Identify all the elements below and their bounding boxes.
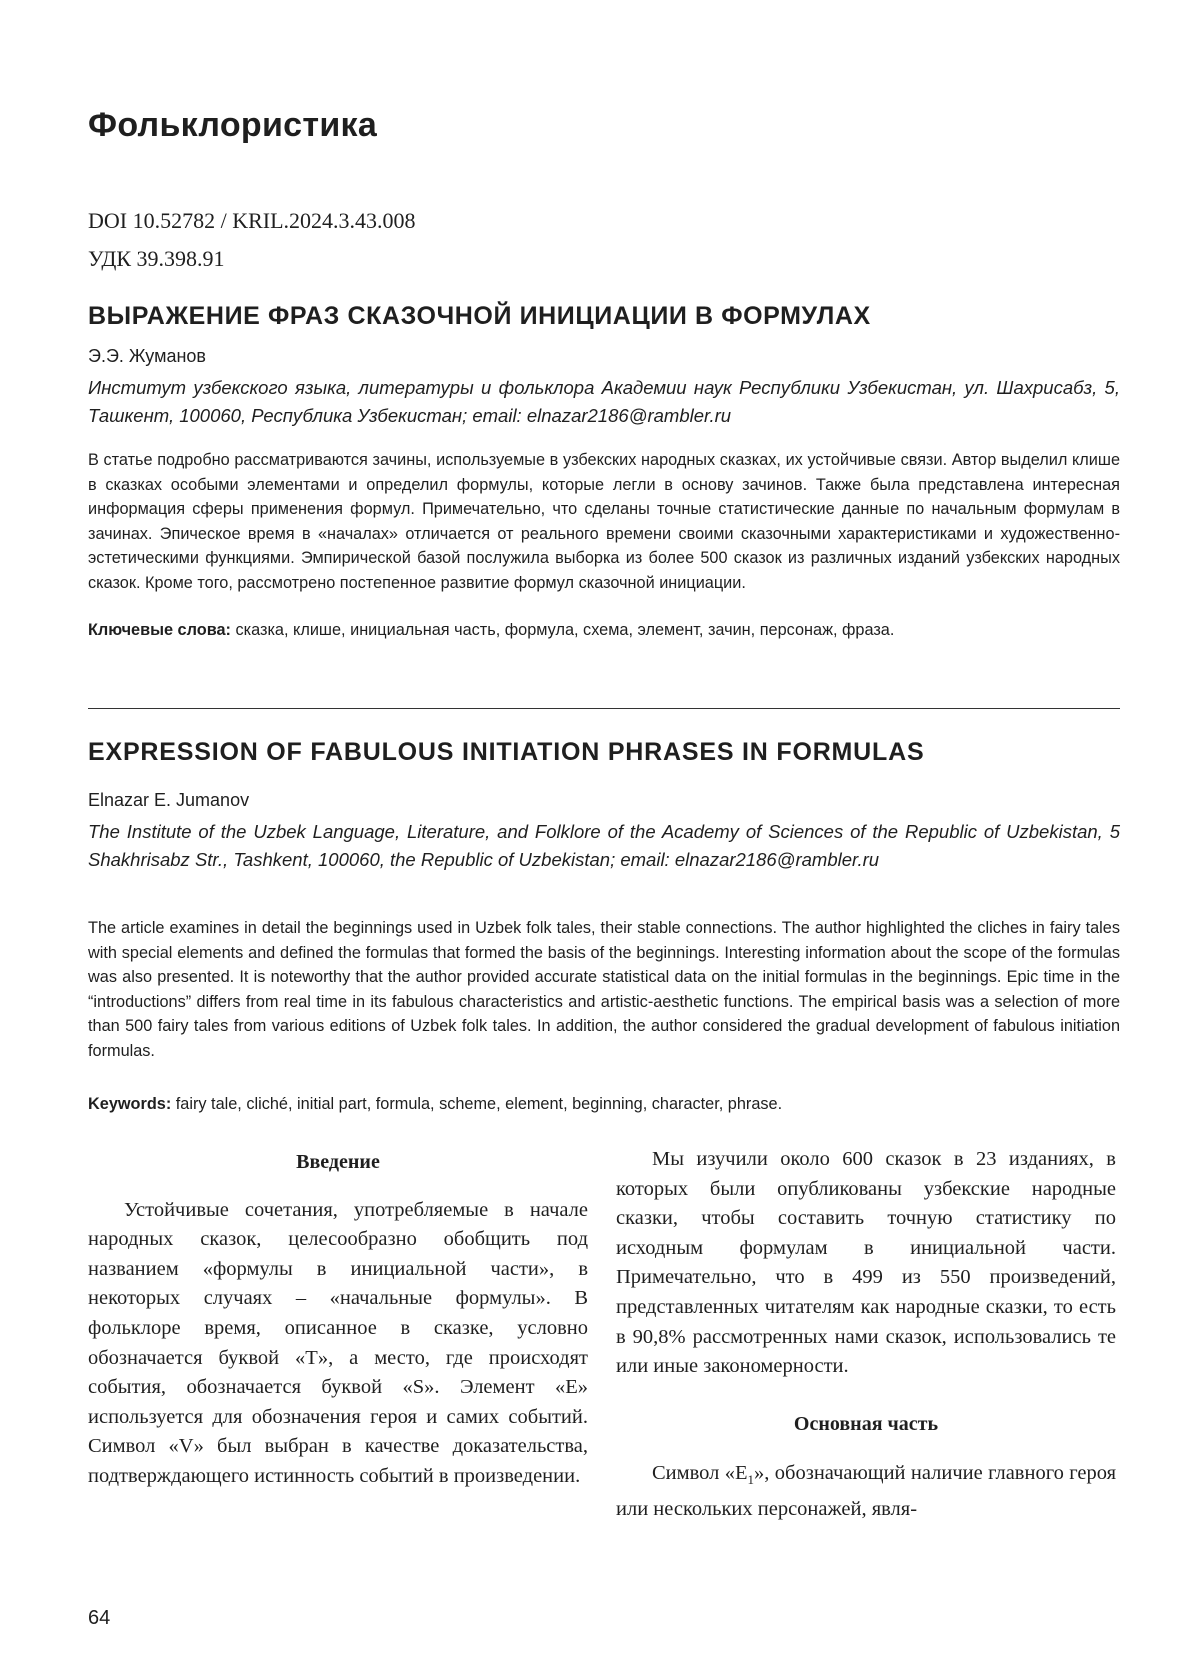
main-paragraph-subscript: 1 bbox=[748, 1472, 755, 1487]
intro-paragraph: Устойчивые сочетания, употребляемые в начале народных сказок, целесообразно обобщить под названием «формулы в инициальной части», в некоторых случаях – «начальные формулы». В фольклоре время, описанное в сказке, условно обозначается буквой «T», а место, где происходят события, обозначается буквой «S». Элемент «E» используется для обозначения героя и самих событий. Символ «V» был выбран в качестве доказательства, подтверждающего истинность событий в произведении. bbox=[88, 1196, 588, 1492]
stats-paragraph: Мы изучили около 600 сказок в 23 изданиях, в которых были опубликованы узбекские народные сказки, чтобы составить точную статистику по исходным формулам в инициальной части. Примечательно, что в 499 из 550 произведений, представленных читателям как народные сказки, то есть в 90,8% рассмотренных нами сказок, использовались те или иные закономерности. bbox=[616, 1145, 1116, 1382]
main-paragraph-rest: », обозначающий наличие главного героя или нескольких персонажей, явля- bbox=[616, 1462, 1116, 1520]
ru-author: Э.Э. Жуманов bbox=[88, 346, 206, 367]
main-heading: Основная часть bbox=[616, 1410, 1116, 1440]
ru-abstract: В статье подробно рассматриваются зачины, используемые в узбекских народных сказках, их устойчивые связи. Автор выделил клише в сказках особыми элементами и определил формулы, которые легли в основу зачинов. Также была представлена интересная информация сферы применения формул. Примечательно, что сделаны точные статистические данные по начальным формулам в зачинах. Эпическое время в «началах» отличается от реального времени своими сказочными характеристиками и художественно-эстетическими функциями. Эмпирической базой послужила выборка из более 500 сказок из различных изданий узбекских народных сказок. Кроме того, рассмотрено постепенное развитие формул сказочной инициации. bbox=[88, 448, 1120, 596]
udk: УДК 39.398.91 bbox=[88, 240, 416, 278]
en-keywords-list: fairy tale, cliché, initial part, formula, scheme, element, beginning, character, phrase. bbox=[171, 1095, 782, 1113]
identifiers bbox=[88, 202, 416, 278]
section-title: Фольклористика bbox=[88, 106, 377, 145]
en-abstract: The article examines in detail the beginnings used in Uzbek folk tales, their stable connections. The author highlighted the cliches in fairy tales with special elements and defined the formulas that formed the basis of the beginnings. Interesting information about the scope of the formulas was also presented. It is noteworthy that the author provided accurate statistical data on the initial formulas in the beginnings. Epic time in the “introductions” differs from real time in its fabulous characteristics and artistic-aesthetic functions. The empirical basis was a selection of more than 500 fairy tales from various editions of Uzbek folk tales. In addition, the author considered the gradual development of fabulous initiation formulas. bbox=[88, 916, 1120, 1064]
ru-keywords bbox=[88, 618, 1120, 642]
ru-article-title: ВЫРАЖЕНИЕ ФРАЗ СКАЗОЧНОЙ ИНИЦИАЦИИ В ФОРМУЛАХ bbox=[88, 302, 871, 331]
divider bbox=[88, 708, 1120, 709]
en-keywords bbox=[88, 1092, 1120, 1116]
en-keywords-label: Keywords: bbox=[88, 1095, 171, 1113]
ru-keywords-label: Ключевые слова: bbox=[88, 621, 231, 639]
main-paragraph-start: Символ «E bbox=[652, 1462, 748, 1484]
main-paragraph bbox=[616, 1459, 1116, 1524]
ru-keywords-list: сказка, клише, инициальная часть, формула, схема, элемент, зачин, персонаж, фраза. bbox=[231, 621, 894, 639]
en-author: Elnazar E. Jumanov bbox=[88, 790, 249, 811]
en-article-title: EXPRESSION OF FABULOUS INITIATION PHRASES IN FORMULAS bbox=[88, 738, 924, 767]
en-affiliation: The Institute of the Uzbek Language, Literature, and Folklore of the Academy of Sciences of the Republic of Uzbekistan, 5 Shakhrisabz Str., Tashkent, 100060, the Republic of Uzbekistan; email: elnazar2186@rambler.ru bbox=[88, 818, 1120, 874]
left-column bbox=[88, 1148, 588, 1492]
page-number: 64 bbox=[88, 1607, 110, 1630]
journal-page bbox=[0, 0, 1200, 1680]
ru-affiliation: Институт узбекского языка, литературы и фольклора Академии наук Республики Узбекистан, ул. Шахрисабз, 5, Ташкент, 100060, Республика Узбекистан; email: elnazar2186@rambler.ru bbox=[88, 374, 1120, 430]
intro-heading: Введение bbox=[88, 1148, 588, 1178]
right-column bbox=[616, 1145, 1116, 1525]
doi: DOI 10.52782 / KRIL.2024.3.43.008 bbox=[88, 202, 416, 240]
